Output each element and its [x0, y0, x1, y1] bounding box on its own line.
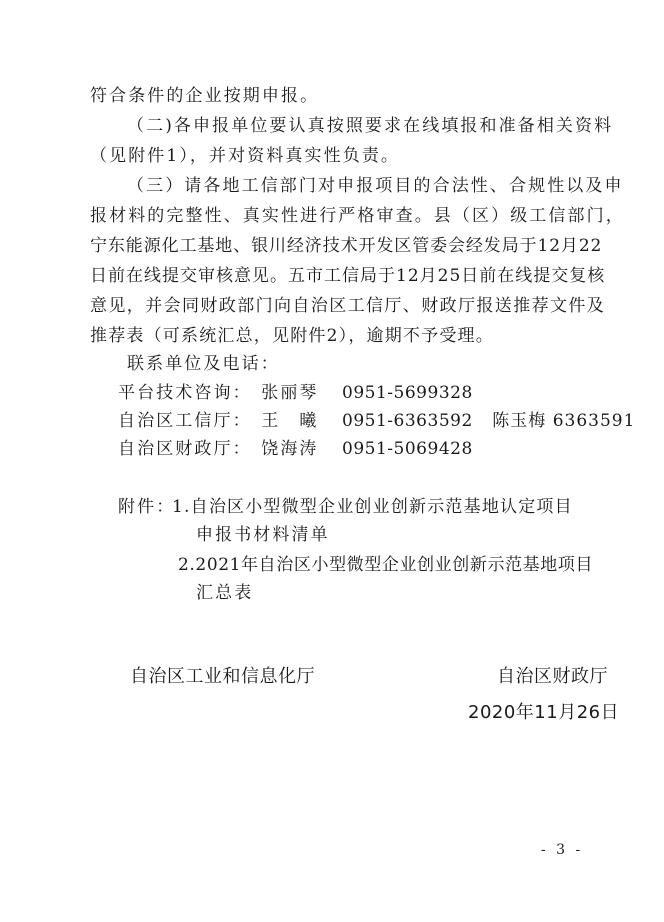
contact-label: 自治区财政厅：	[118, 439, 252, 459]
attachment-item-continued: 汇总表	[196, 583, 254, 603]
contact-row	[118, 382, 473, 404]
signature-org-industry: 自治区工业和信息化厅	[130, 666, 315, 687]
contacts-heading: 联系单位及电话：	[127, 354, 280, 374]
contact-name: 王 曦	[261, 411, 319, 431]
contact-phone: 0951-5069428	[342, 439, 473, 459]
contact-name: 张丽琴	[261, 383, 319, 403]
contact-name: 饶海涛	[261, 439, 319, 459]
paragraph-line: （二)各申报单位要认真按照要求在线填报和准备相关资料	[127, 116, 614, 136]
attachment-item: 1.自治区小型微型企业创业创新示范基地认定项目	[172, 497, 573, 517]
page-number: - 3 -	[541, 842, 584, 858]
attachments-label: 附件：	[118, 497, 176, 517]
contact-extra: 陈玉梅 6363591	[492, 411, 636, 431]
contact-label: 自治区工信厅：	[118, 411, 252, 431]
paragraph-line: 意见，并会同财政部门向自治区工信厅、财政厅报送推荐文件及	[90, 296, 606, 316]
contact-row	[118, 438, 473, 460]
signature-org-finance: 自治区财政厅	[497, 666, 608, 687]
paragraph-line: （三）请各地工信部门对申报项目的合法性、合规性以及申	[127, 176, 624, 196]
contact-phone: 0951-6363592	[342, 411, 473, 431]
paragraph-line: 报材料的完整性、真实性进行严格审查。县（区）级工信部门，	[90, 206, 625, 226]
attachment-item: 2.2021年自治区小型微型企业创业创新示范基地项目	[178, 555, 594, 575]
signature-date: 2020年11月26日	[468, 702, 620, 723]
paragraph-line: 日前在线提交审核意见。五市工信局于12月25日前在线提交复核	[90, 266, 606, 286]
attachment-item-continued: 申报书材料清单	[196, 525, 330, 545]
contact-row	[118, 410, 635, 432]
paragraph-line: （见附件1），并对资料真实性负责。	[90, 146, 401, 166]
paragraph-line: 宁东能源化工基地、银川经济技术开发区管委会经发局于12月22	[90, 236, 603, 256]
paragraph-line: 符合条件的企业按期申报。	[90, 86, 320, 106]
contact-phone: 0951-5699328	[342, 383, 473, 403]
paragraph-line: 推荐表（可系统汇总，见附件2），逾期不予受理。	[90, 326, 494, 346]
contact-label: 平台技术咨询：	[118, 383, 252, 403]
